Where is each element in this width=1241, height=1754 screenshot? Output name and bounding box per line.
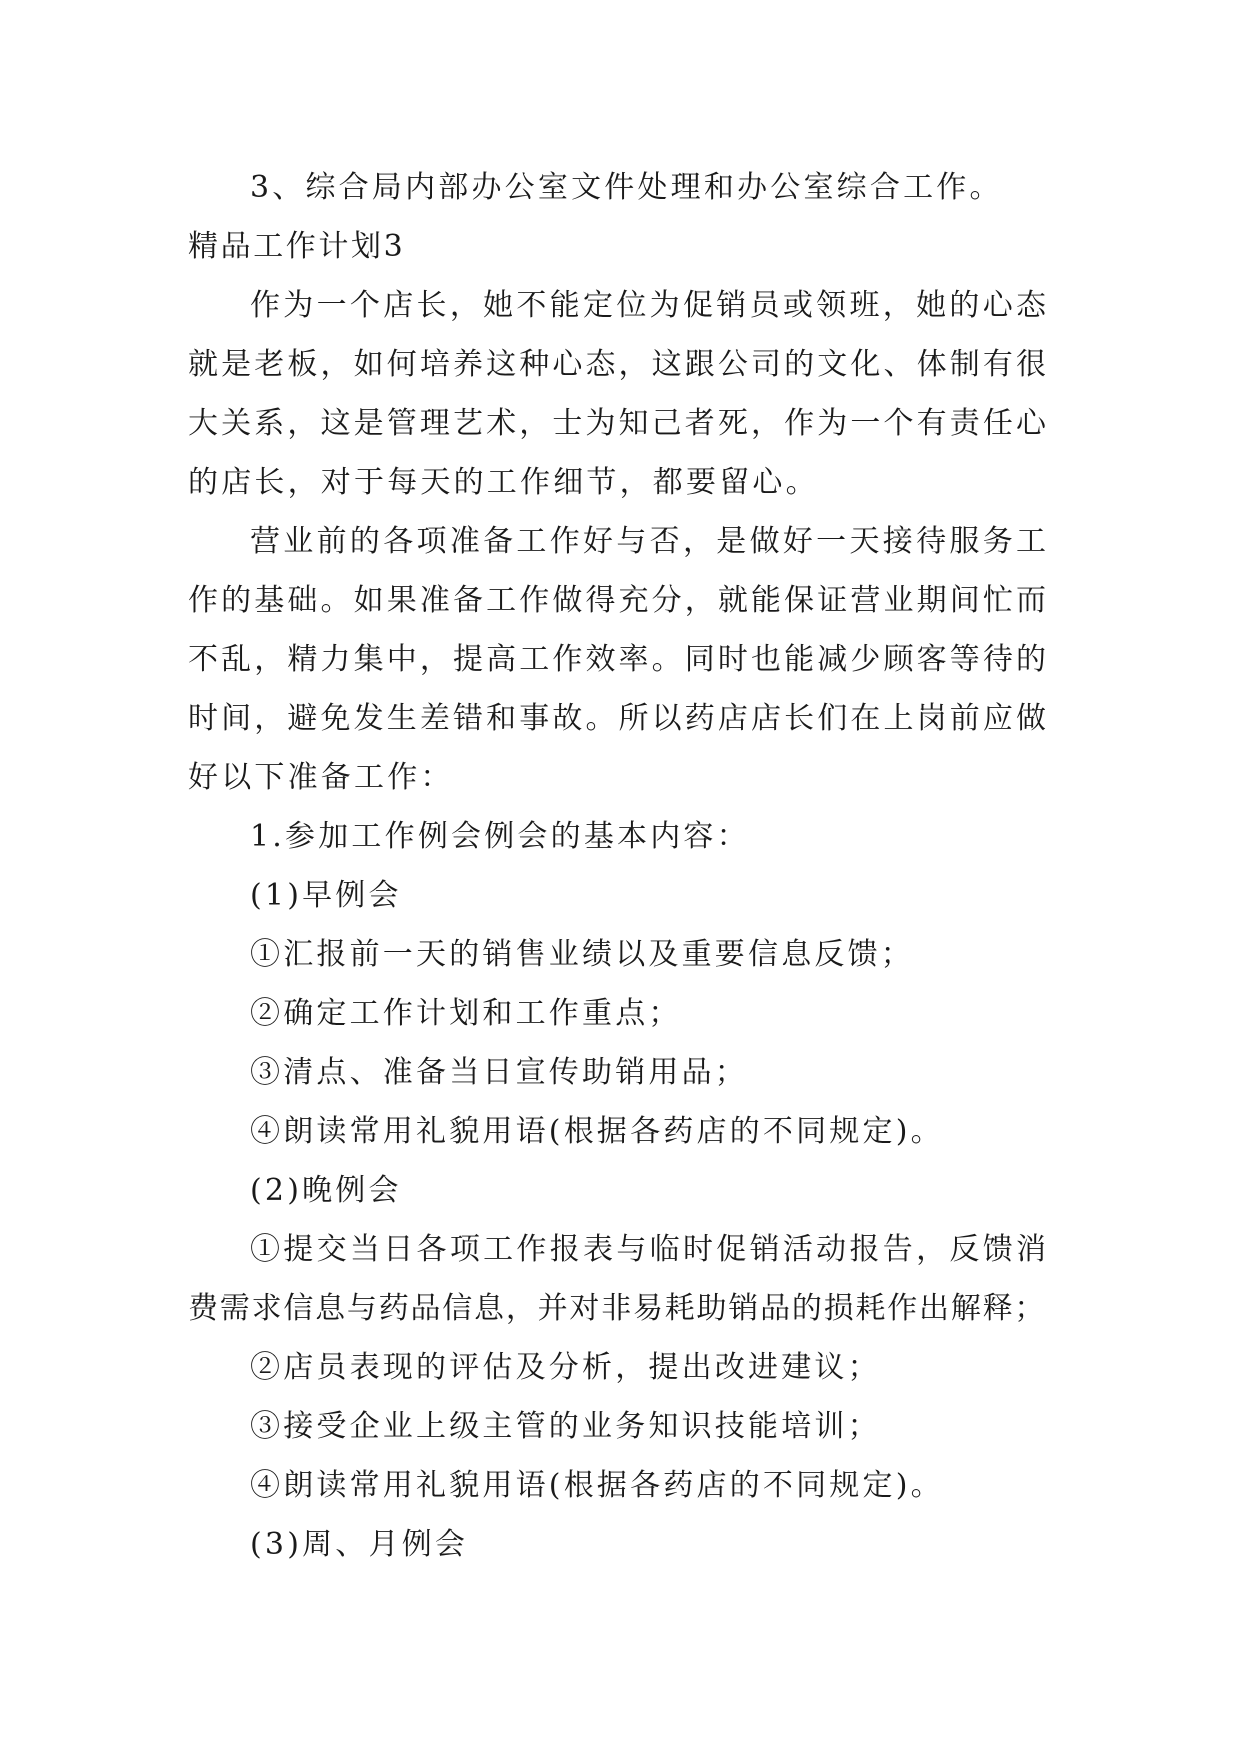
list-item-heading: 1.参加工作例会例会的基本内容： bbox=[250, 819, 750, 854]
section-heading: 精品工作计划3 bbox=[188, 229, 406, 264]
list-item-3: 3、综合局内部办公室文件处理和办公室综合工作。 bbox=[250, 170, 1003, 205]
list-item: ④朗读常用礼貌用语(根据各药店的不同规定)。 bbox=[250, 1114, 944, 1149]
paragraph-line: 大关系，这是管理艺术，士为知己者死，作为一个有责任心 bbox=[188, 406, 1046, 441]
list-item: ②店员表现的评估及分析，提出改进建议； bbox=[250, 1350, 881, 1385]
sub-heading-evening-meeting: (2)晚例会 bbox=[250, 1173, 402, 1208]
paragraph-line: 就是老板，如何培养这种心态，这跟公司的文化、体制有很 bbox=[188, 347, 1046, 382]
list-item: ②确定工作计划和工作重点； bbox=[250, 996, 682, 1031]
paragraph-line: 好以下准备工作： bbox=[188, 760, 454, 795]
paragraph-line: 作为一个店长，她不能定位为促销员或领班，她的心态 bbox=[250, 288, 1046, 323]
list-item: ①提交当日各项工作报表与临时促销活动报告，反馈消 bbox=[250, 1232, 1046, 1267]
list-item: ③清点、准备当日宣传助销用品； bbox=[250, 1055, 748, 1090]
paragraph-line: 时间，避免发生差错和事故。所以药店店长们在上岗前应做 bbox=[188, 701, 1046, 736]
paragraph-line: 作的基础。如果准备工作做得充分，就能保证营业期间忙而 bbox=[188, 583, 1046, 618]
list-item: ③接受企业上级主管的业务知识技能培训； bbox=[250, 1409, 881, 1444]
paragraph-line: 营业前的各项准备工作好与否，是做好一天接待服务工 bbox=[250, 524, 1046, 559]
paragraph-line: 的店长，对于每天的工作细节，都要留心。 bbox=[188, 465, 819, 500]
list-item: ④朗读常用礼貌用语(根据各药店的不同规定)。 bbox=[250, 1468, 944, 1503]
list-item: ①汇报前一天的销售业绩以及重要信息反馈； bbox=[250, 937, 914, 972]
document-body bbox=[188, 158, 1046, 1574]
list-item-continuation: 费需求信息与药品信息，并对非易耗助销品的损耗作出解释； bbox=[188, 1291, 1046, 1326]
sub-heading-weekly-monthly-meeting: (3)周、月例会 bbox=[250, 1527, 469, 1562]
sub-heading-morning-meeting: (1)早例会 bbox=[250, 878, 402, 913]
paragraph-line: 不乱，精力集中，提高工作效率。同时也能减少顾客等待的 bbox=[188, 642, 1046, 677]
